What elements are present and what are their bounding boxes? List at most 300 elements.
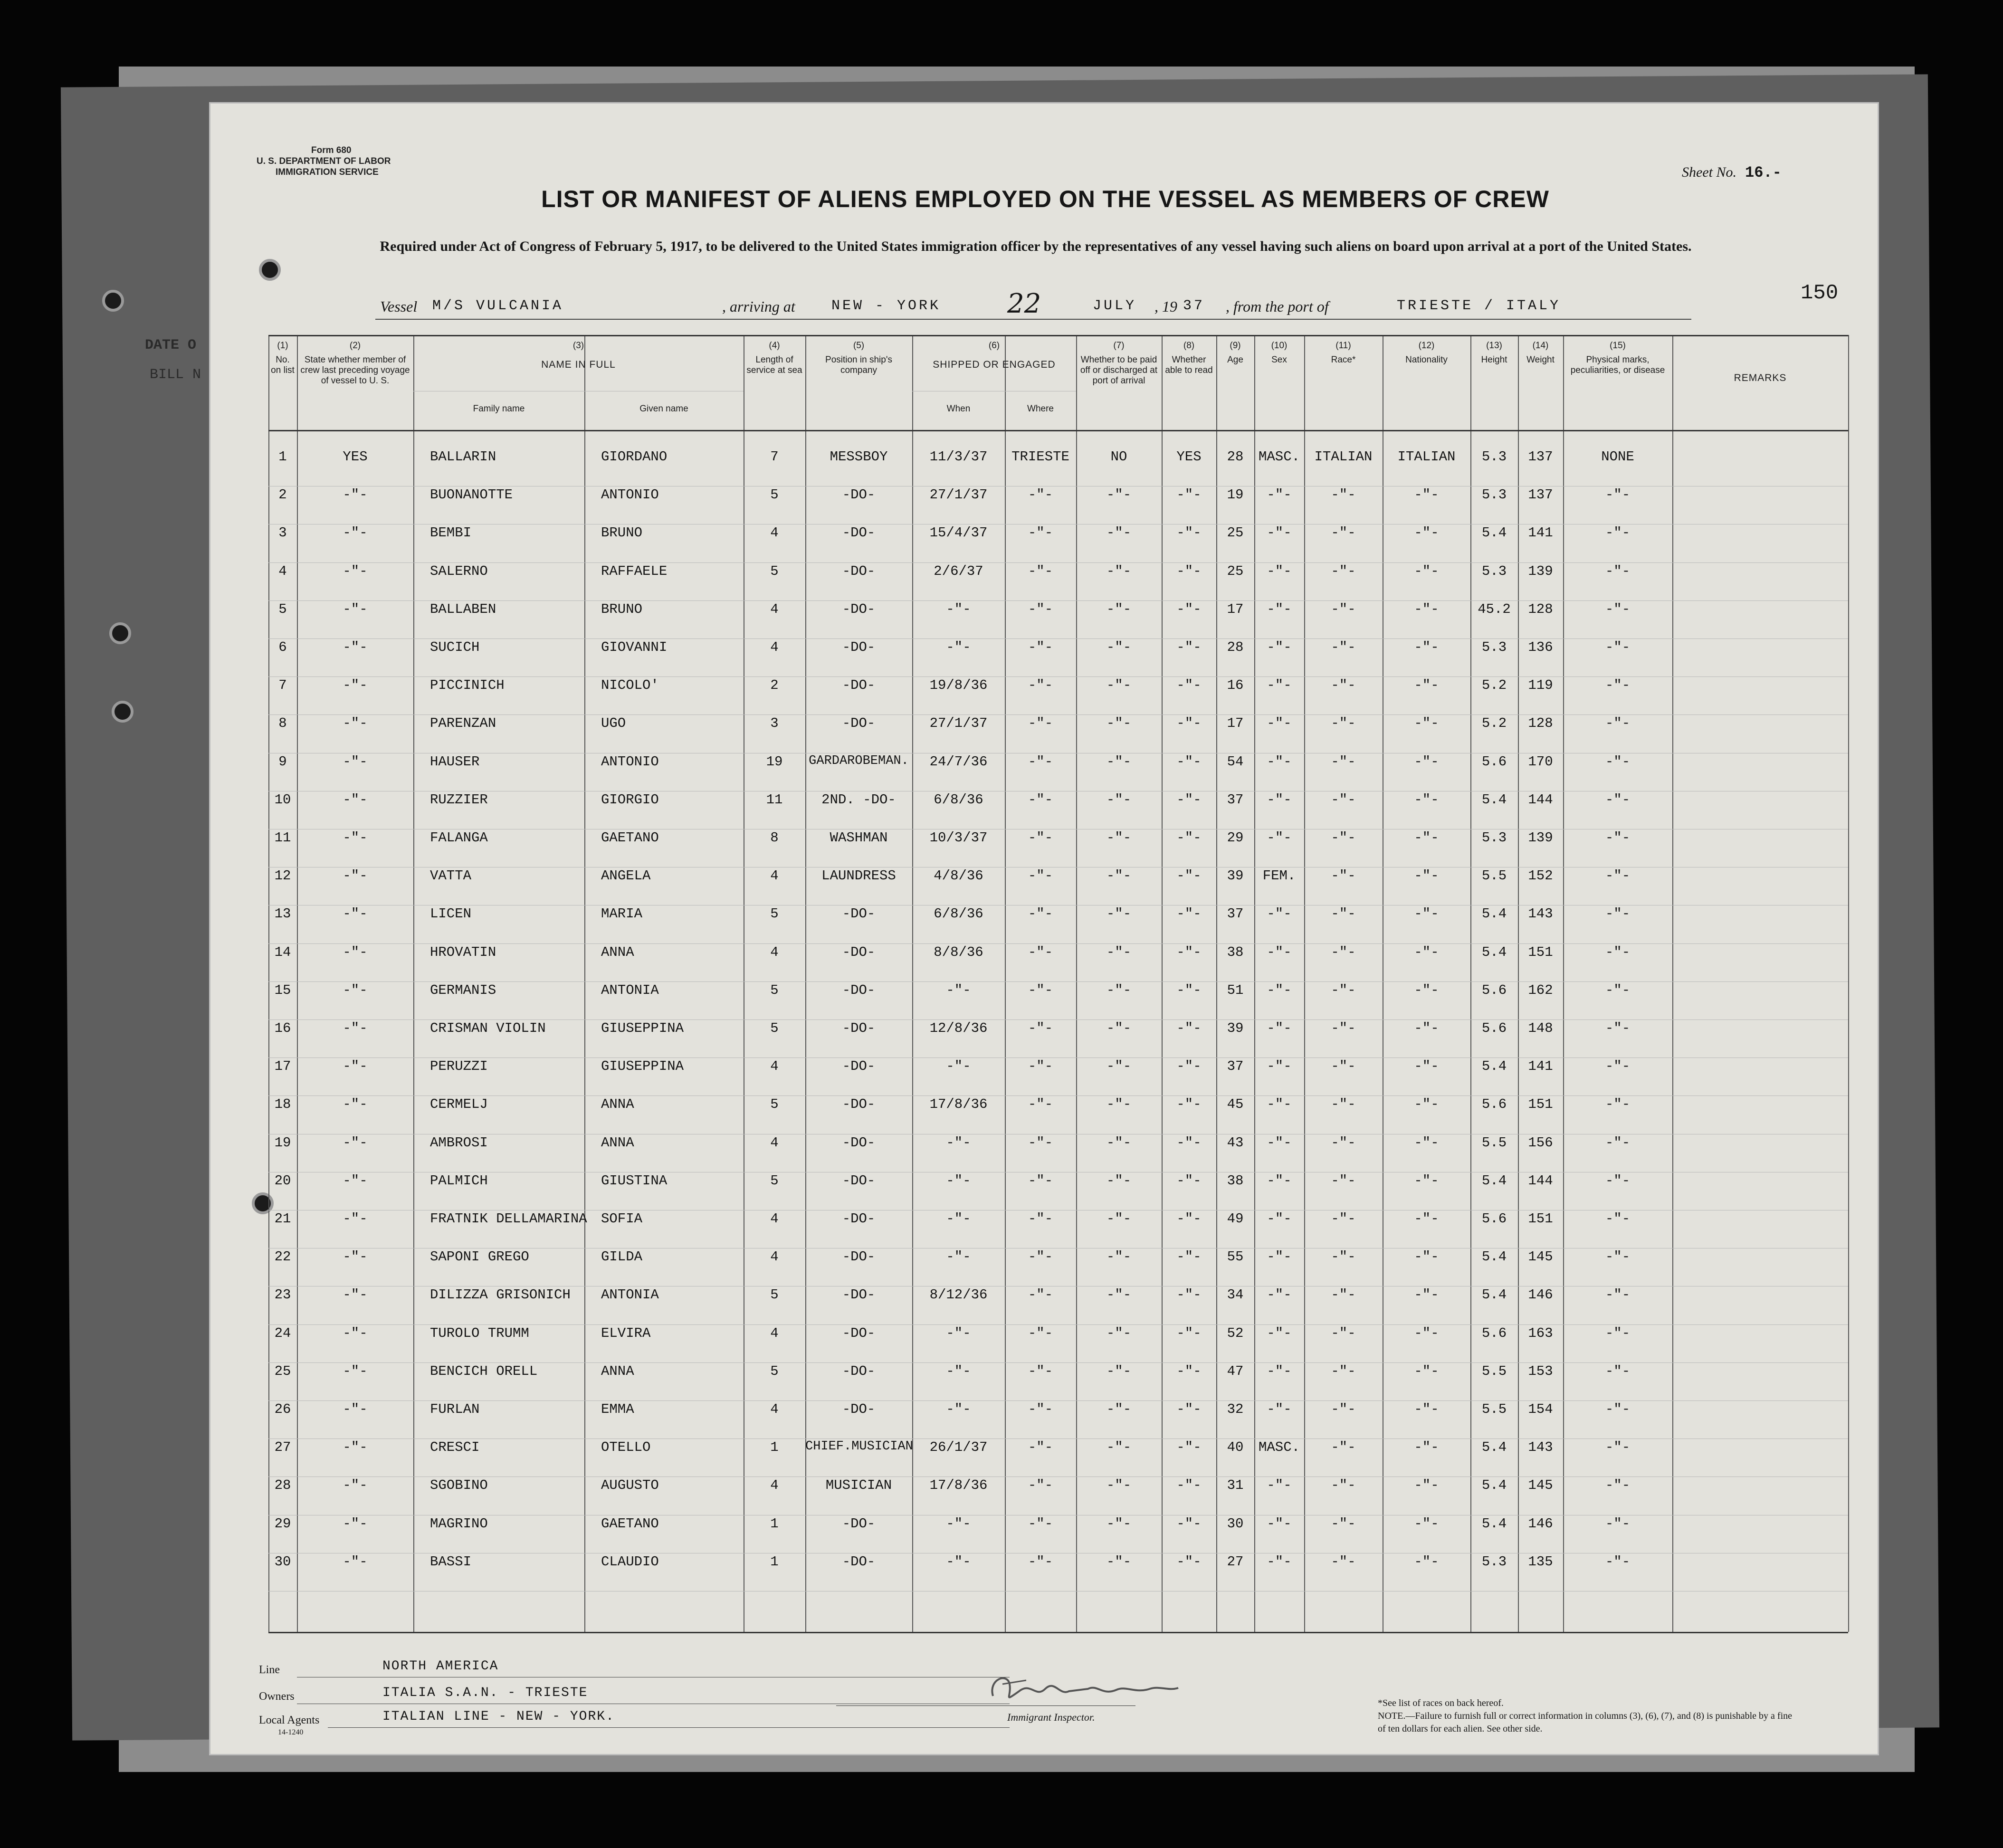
cell-position: GARDAROBEMAN. [809, 753, 909, 768]
cell-service: 11 [766, 791, 783, 808]
column-header: No. on list [271, 355, 295, 375]
cell-when: -"- [946, 1553, 971, 1570]
cell-when: 17/8/36 [929, 1096, 988, 1113]
column-header: SHIPPED OR ENGAGED [933, 359, 1056, 370]
cell-when: -"- [946, 982, 971, 998]
cell-service: 5 [770, 563, 779, 579]
cell-age: 27 [1227, 1553, 1244, 1570]
cell-marks: -"- [1605, 1211, 1631, 1227]
cell-where: -"- [1028, 944, 1053, 960]
cell-sex: MASC. [1258, 449, 1300, 465]
cell-nat: -"- [1414, 1211, 1439, 1227]
cell-where: -"- [1028, 1439, 1053, 1456]
cell-read: -"- [1176, 906, 1202, 922]
cell-age: 55 [1227, 1249, 1244, 1265]
cell-prev: -"- [343, 868, 368, 884]
footnote [1378, 1697, 1796, 1735]
cell-marks: -"- [1605, 753, 1631, 770]
penalty-note: NOTE.—Failure to furnish full or correct information in columns (3), (6), (7), and (8) is punishable by a fine of ten dollars for each alien. See other side. [1378, 1711, 1793, 1734]
cell-given: UGO [601, 715, 626, 732]
cell-where: -"- [1028, 639, 1053, 655]
cell-position: -DO- [842, 1020, 876, 1036]
cell-when: 27/1/37 [929, 715, 988, 732]
cell-prev: -"- [343, 1363, 368, 1379]
cell-race: -"- [1331, 1477, 1356, 1494]
cell-position: 2ND. -DO- [821, 791, 896, 808]
owners-label: Owners [259, 1690, 295, 1703]
cell-marks: -"- [1605, 1325, 1631, 1341]
arrival-port: NEW - YORK [831, 298, 941, 314]
cell-service: 5 [770, 1172, 779, 1189]
cell-service: 5 [770, 982, 779, 998]
cell-height: 5.3 [1481, 487, 1507, 503]
cell-paid: -"- [1106, 525, 1132, 541]
cell-race: -"- [1331, 1096, 1356, 1113]
cell-family: CRESCI [430, 1439, 480, 1456]
cell-age: 39 [1227, 1020, 1244, 1036]
cell-no: 20 [274, 1172, 291, 1189]
cell-family: HROVATIN [430, 944, 496, 960]
cell-paid: -"- [1106, 753, 1132, 770]
cell-given: BRUNO [601, 525, 643, 541]
cell-race: -"- [1331, 982, 1356, 998]
cell-prev: -"- [343, 906, 368, 922]
cell-race: -"- [1331, 1287, 1356, 1303]
cell-sex: -"- [1267, 1020, 1292, 1036]
cell-position: -DO- [842, 1058, 876, 1075]
cell-race: -"- [1331, 906, 1356, 922]
cell-position: MUSICIAN [825, 1477, 892, 1494]
cell-when: 24/7/36 [929, 753, 988, 770]
cell-given: GAETANO [601, 1515, 659, 1532]
cell-prev: YES [343, 449, 368, 465]
cell-weight: 170 [1528, 753, 1553, 770]
cell-nat: -"- [1414, 1363, 1439, 1379]
cell-position: LAUNDRESS [821, 868, 896, 884]
cell-sex: -"- [1267, 1363, 1292, 1379]
row-rule [268, 1362, 1848, 1363]
cell-prev: -"- [343, 1058, 368, 1075]
cell-marks: -"- [1605, 1172, 1631, 1189]
cell-position: -DO- [842, 906, 876, 922]
cell-race: -"- [1331, 563, 1356, 579]
side-label-date: DATE O [145, 337, 197, 353]
column-rule [1672, 335, 1673, 1632]
cell-given: MARIA [601, 906, 643, 922]
arrival-year: 37 [1183, 298, 1205, 314]
cell-no: 11 [274, 830, 291, 846]
cell-sex: -"- [1267, 1058, 1292, 1075]
cell-read: -"- [1176, 1477, 1202, 1494]
punch-hole-icon [102, 290, 124, 312]
cell-no: 12 [274, 868, 291, 884]
cell-service: 1 [770, 1553, 779, 1570]
cell-paid: -"- [1106, 944, 1132, 960]
cell-nat: -"- [1414, 525, 1439, 541]
cell-weight: 146 [1528, 1287, 1553, 1303]
cell-prev: -"- [343, 1325, 368, 1341]
row-rule [268, 1324, 1848, 1325]
cell-nat: -"- [1414, 639, 1439, 655]
cell-given: ANTONIA [601, 1287, 659, 1303]
department-name: U. S. DEPARTMENT OF LABOR [257, 156, 391, 166]
cell-paid: -"- [1106, 1249, 1132, 1265]
column-number: (6) [988, 341, 1000, 351]
cell-marks: -"- [1605, 1249, 1631, 1265]
cell-family: RUZZIER [430, 791, 488, 808]
cell-given: ANGELA [601, 868, 651, 884]
cell-sex: -"- [1267, 639, 1292, 655]
cell-age: 30 [1227, 1515, 1244, 1532]
cell-position: -DO- [842, 1287, 876, 1303]
cell-weight: 141 [1528, 525, 1553, 541]
cell-prev: -"- [343, 677, 368, 694]
inspector-label: Immigrant Inspector. [1007, 1711, 1095, 1723]
cell-age: 39 [1227, 868, 1244, 884]
column-number: (1) [277, 341, 288, 351]
owners-value: ITALIA S.A.N. - TRIESTE [382, 1686, 588, 1700]
cell-paid: -"- [1106, 1287, 1132, 1303]
cell-family: VATTA [430, 868, 472, 884]
cell-where: -"- [1028, 1249, 1053, 1265]
departure-port: TRIESTE / ITALY [1397, 298, 1561, 314]
cell-given: SOFIA [601, 1211, 643, 1227]
header-bottom-rule [268, 430, 1848, 431]
cell-when: 10/3/37 [929, 830, 988, 846]
cell-sex: FEM. [1262, 868, 1296, 884]
cell-sex: MASC. [1258, 1439, 1300, 1456]
cell-marks: -"- [1605, 1134, 1631, 1151]
cell-nat: -"- [1414, 601, 1439, 617]
column-number: (2) [349, 341, 361, 351]
cell-race: -"- [1331, 1249, 1356, 1265]
cell-read: -"- [1176, 1287, 1202, 1303]
cell-position: -DO- [842, 1401, 876, 1417]
cell-prev: -"- [343, 944, 368, 960]
cell-where: -"- [1028, 525, 1053, 541]
cell-weight: 139 [1528, 563, 1553, 579]
race-note: *See list of races on back hereof. [1378, 1698, 1504, 1708]
cell-position: -DO- [842, 1363, 876, 1379]
cell-weight: 152 [1528, 868, 1553, 884]
cell-paid: -"- [1106, 1020, 1132, 1036]
cell-no: 14 [274, 944, 291, 960]
cell-given: ANTONIO [601, 487, 659, 503]
cell-height: 5.3 [1481, 1553, 1507, 1570]
cell-service: 5 [770, 1363, 779, 1379]
cell-sex: -"- [1267, 1172, 1292, 1189]
cell-race: -"- [1331, 1363, 1356, 1379]
cell-given: ANNA [601, 1363, 634, 1379]
cell-height: 5.5 [1481, 868, 1507, 884]
cell-no: 27 [274, 1439, 291, 1456]
cell-sex: -"- [1267, 830, 1292, 846]
cell-position: -DO- [842, 1249, 876, 1265]
cell-position: MESSBOY [830, 449, 888, 465]
cell-read: -"- [1176, 944, 1202, 960]
row-rule [268, 981, 1848, 982]
column-number: (15) [1610, 341, 1626, 351]
cell-position: -DO- [842, 525, 876, 541]
cell-race: -"- [1331, 487, 1356, 503]
cell-marks: -"- [1605, 487, 1631, 503]
row-rule [268, 676, 1848, 677]
cell-age: 28 [1227, 639, 1244, 655]
cell-height: 5.6 [1481, 1211, 1507, 1227]
cell-height: 5.4 [1481, 525, 1507, 541]
cell-when: 8/12/36 [929, 1287, 988, 1303]
cell-given: ANTONIA [601, 982, 659, 998]
cell-service: 4 [770, 1401, 779, 1417]
cell-age: 37 [1227, 791, 1244, 808]
cell-height: 5.6 [1481, 1096, 1507, 1113]
cell-where: -"- [1028, 1172, 1053, 1189]
cell-where: -"- [1028, 1553, 1053, 1570]
cell-position: CHIEF.MUSICIAN [805, 1439, 913, 1454]
cell-marks: -"- [1605, 1477, 1631, 1494]
cell-given: GIUSEPPINA [601, 1020, 684, 1036]
cell-given: ELVIRA [601, 1325, 651, 1341]
cell-read: -"- [1176, 1401, 1202, 1417]
cell-prev: -"- [343, 1477, 368, 1494]
cell-family: CRISMAN VIOLIN [430, 1020, 546, 1036]
cell-marks: -"- [1605, 1058, 1631, 1075]
cell-read: -"- [1176, 525, 1202, 541]
cell-paid: -"- [1106, 1363, 1132, 1379]
cell-service: 1 [770, 1439, 779, 1456]
cell-no: 3 [278, 525, 287, 541]
cell-height: 5.3 [1481, 639, 1507, 655]
cell-where: -"- [1028, 677, 1053, 694]
cell-paid: -"- [1106, 715, 1132, 732]
cell-where: -"- [1028, 830, 1053, 846]
cell-race: -"- [1331, 791, 1356, 808]
cell-when: 27/1/37 [929, 487, 988, 503]
cell-when: -"- [946, 1172, 971, 1189]
cell-position: -DO- [842, 1172, 876, 1189]
cell-race: -"- [1331, 830, 1356, 846]
cell-sex: -"- [1267, 525, 1292, 541]
cell-prev: -"- [343, 1249, 368, 1265]
cell-family: SUCICH [430, 639, 480, 655]
cell-height: 5.2 [1481, 677, 1507, 694]
cell-no: 4 [278, 563, 287, 579]
row-rule [268, 1400, 1848, 1401]
cell-where: -"- [1028, 1020, 1053, 1036]
cell-marks: -"- [1605, 1096, 1631, 1113]
cell-read: -"- [1176, 639, 1202, 655]
cell-weight: 141 [1528, 1058, 1553, 1075]
cell-read: -"- [1176, 677, 1202, 694]
cell-service: 4 [770, 1134, 779, 1151]
cell-given: AUGUSTO [601, 1477, 659, 1494]
cell-weight: 136 [1528, 639, 1553, 655]
cell-service: 19 [766, 753, 783, 770]
cell-when: -"- [946, 639, 971, 655]
cell-read: -"- [1176, 1134, 1202, 1151]
cell-where: -"- [1028, 1287, 1053, 1303]
cell-position: -DO- [842, 1515, 876, 1532]
form-number: Form 680 [311, 145, 352, 155]
cell-read: -"- [1176, 1020, 1202, 1036]
cell-given: GIORGIO [601, 791, 659, 808]
cell-nat: -"- [1414, 1515, 1439, 1532]
cell-nat: -"- [1414, 1172, 1439, 1189]
cell-when: -"- [946, 1363, 971, 1379]
cell-no: 7 [278, 677, 287, 694]
cell-marks: -"- [1605, 1401, 1631, 1417]
vessel-name: M/S VULCANIA [432, 298, 564, 314]
cell-service: 4 [770, 1325, 779, 1341]
cell-read: YES [1176, 449, 1202, 465]
sheet-number-label: Sheet No. [1682, 164, 1736, 180]
cell-no: 29 [274, 1515, 291, 1532]
column-header: Race* [1331, 355, 1356, 365]
cell-race: -"- [1331, 639, 1356, 655]
cell-sex: -"- [1267, 982, 1292, 998]
cell-no: 24 [274, 1325, 291, 1341]
cell-position: -DO- [842, 487, 876, 503]
column-header: State whether member of crew last preceding voyage of vessel to U. S. [300, 355, 410, 386]
cell-paid: -"- [1106, 639, 1132, 655]
column-number: (4) [769, 341, 780, 351]
agents-value: ITALIAN LINE - NEW - YORK. [382, 1709, 615, 1724]
cell-nat: -"- [1414, 944, 1439, 960]
cell-read: -"- [1176, 1363, 1202, 1379]
cell-family: SAPONI GREGO [430, 1249, 529, 1265]
cell-marks: -"- [1605, 1439, 1631, 1456]
column-rule [413, 335, 414, 1632]
sheet-number-value: 16.- [1745, 164, 1782, 181]
cell-family: AMBROSI [430, 1134, 488, 1151]
cell-race: -"- [1331, 1020, 1356, 1036]
cell-sex: -"- [1267, 601, 1292, 617]
year-prefix: , 19 [1154, 298, 1177, 315]
cell-no: 6 [278, 639, 287, 655]
cell-paid: -"- [1106, 1096, 1132, 1113]
cell-no: 15 [274, 982, 291, 998]
cell-service: 5 [770, 1020, 779, 1036]
cell-prev: -"- [343, 1096, 368, 1113]
cell-when: -"- [946, 1058, 971, 1075]
cell-service: 4 [770, 601, 779, 617]
from-port-label: , from the port of [1226, 298, 1329, 315]
agents-label: Local Agents [259, 1714, 320, 1726]
cell-paid: -"- [1106, 1211, 1132, 1227]
cell-height: 5.5 [1481, 1401, 1507, 1417]
form-identifier [257, 145, 391, 178]
cell-family: TUROLO TRUMM [430, 1325, 529, 1341]
cell-paid: -"- [1106, 791, 1132, 808]
cell-marks: -"- [1605, 1287, 1631, 1303]
cell-paid: -"- [1106, 1325, 1132, 1341]
cell-when: 15/4/37 [929, 525, 988, 541]
cell-height: 5.4 [1481, 1249, 1507, 1265]
cell-family: BUONANOTTE [430, 487, 513, 503]
table-bottom-rule [268, 1632, 1848, 1633]
cell-read: -"- [1176, 715, 1202, 732]
column-header: Physical marks, peculiarities, or disease [1570, 355, 1665, 375]
cell-service: 4 [770, 1477, 779, 1494]
cell-race: -"- [1331, 1439, 1356, 1456]
vessel-label: Vessel [380, 298, 418, 315]
cell-service: 2 [770, 677, 779, 694]
cell-nat: -"- [1414, 791, 1439, 808]
cell-weight: 146 [1528, 1515, 1553, 1532]
cell-height: 5.3 [1481, 449, 1507, 465]
cell-read: -"- [1176, 1211, 1202, 1227]
cell-nat: -"- [1414, 868, 1439, 884]
cell-service: 4 [770, 525, 779, 541]
cell-prev: -"- [343, 1439, 368, 1456]
cell-where: -"- [1028, 715, 1053, 732]
cell-paid: NO [1110, 449, 1127, 465]
cell-position: -DO- [842, 1211, 876, 1227]
cell-no: 22 [274, 1249, 291, 1265]
cell-sex: -"- [1267, 1515, 1292, 1532]
cell-nat: -"- [1414, 1020, 1439, 1036]
row-rule [268, 1476, 1848, 1477]
cell-prev: -"- [343, 487, 368, 503]
cell-nat: -"- [1414, 830, 1439, 846]
cell-race: -"- [1331, 715, 1356, 732]
cell-service: 4 [770, 639, 779, 655]
cell-weight: 151 [1528, 944, 1553, 960]
cell-nat: -"- [1414, 715, 1439, 732]
cell-where: -"- [1028, 753, 1053, 770]
cell-height: 5.4 [1481, 1172, 1507, 1189]
cell-nat: -"- [1414, 1401, 1439, 1417]
cell-where: -"- [1028, 1058, 1053, 1075]
arrival-month: JULY [1093, 298, 1137, 314]
cell-marks: -"- [1605, 525, 1631, 541]
cell-paid: -"- [1106, 563, 1132, 579]
cell-nat: -"- [1414, 1439, 1439, 1456]
cell-when: -"- [946, 1134, 971, 1151]
cell-prev: -"- [343, 1134, 368, 1151]
cell-given: ANNA [601, 944, 634, 960]
cell-age: 37 [1227, 906, 1244, 922]
subheader-family-name: Family name [473, 404, 525, 414]
column-number: (9) [1230, 341, 1241, 351]
cell-read: -"- [1176, 982, 1202, 998]
cell-marks: -"- [1605, 906, 1631, 922]
cell-age: 38 [1227, 1172, 1244, 1189]
cell-race: -"- [1331, 1325, 1356, 1341]
cell-nat: -"- [1414, 677, 1439, 694]
cell-age: 38 [1227, 944, 1244, 960]
cell-no: 8 [278, 715, 287, 732]
cell-prev: -"- [343, 982, 368, 998]
cell-marks: -"- [1605, 601, 1631, 617]
cell-no: 1 [278, 449, 287, 465]
cell-race: -"- [1331, 1401, 1356, 1417]
cell-given: ANTONIO [601, 753, 659, 770]
cell-family: GERMANIS [430, 982, 496, 998]
cell-sex: -"- [1267, 944, 1292, 960]
cell-prev: -"- [343, 1287, 368, 1303]
column-header: Height [1481, 355, 1507, 365]
cell-when: 26/1/37 [929, 1439, 988, 1456]
cell-weight: 128 [1528, 715, 1553, 732]
cell-paid: -"- [1106, 982, 1132, 998]
column-header: Sex [1271, 355, 1287, 365]
inspector-rule [836, 1705, 1135, 1706]
cell-where: -"- [1028, 791, 1053, 808]
arriving-label: , arriving at [722, 298, 795, 315]
cell-age: 40 [1227, 1439, 1244, 1456]
cell-marks: NONE [1601, 449, 1634, 465]
